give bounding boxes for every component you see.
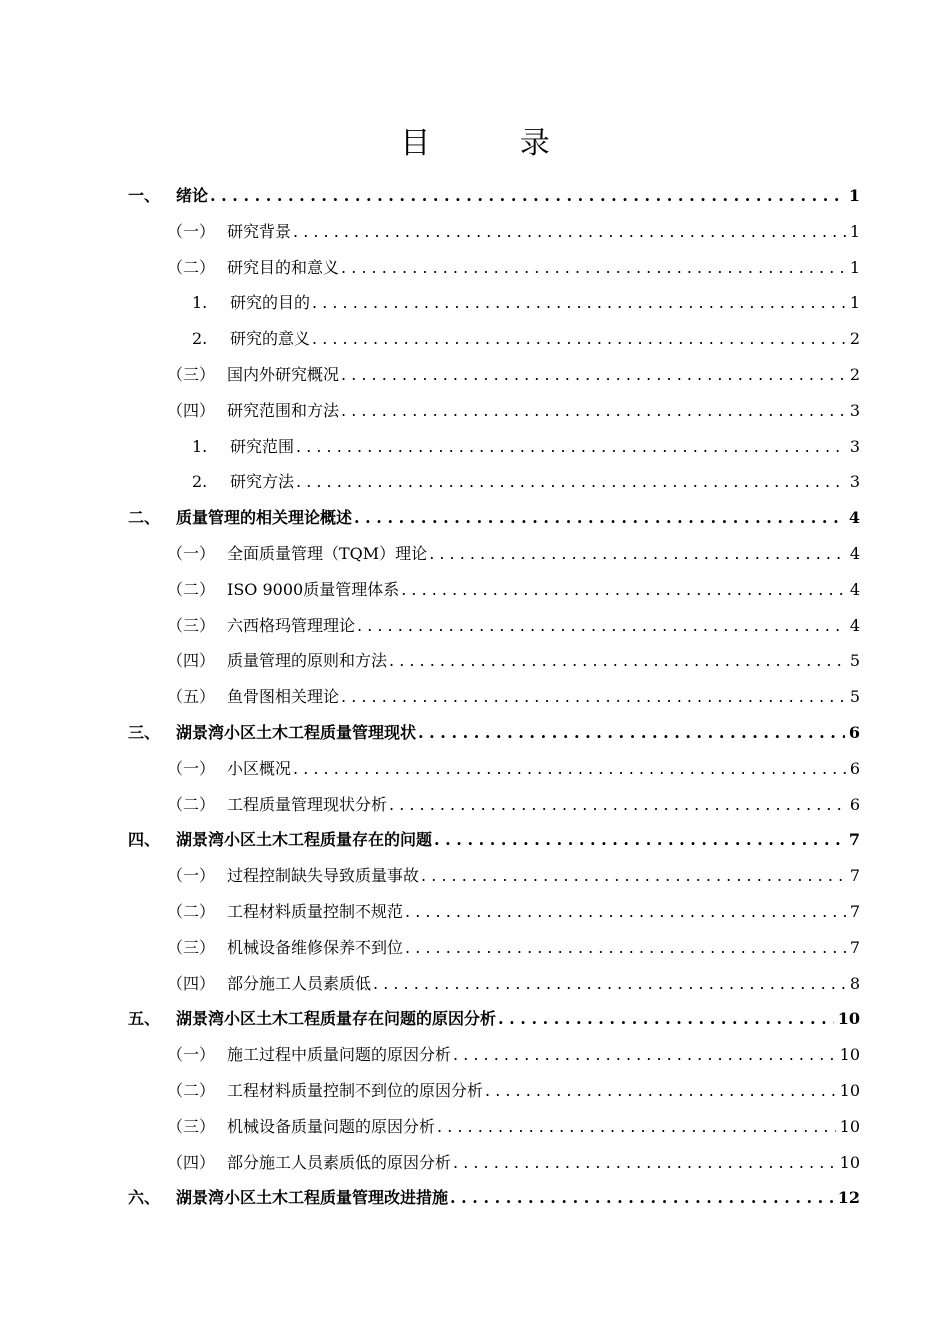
toc-entry-number: 2.	[192, 472, 208, 492]
toc-entry-title: 工程质量管理现状分析	[227, 794, 388, 814]
toc-entry-page: 6	[849, 794, 860, 814]
toc-dot-leader	[312, 329, 846, 348]
toc-dot-leader	[453, 1153, 836, 1172]
toc-entry[interactable]	[0, 255, 860, 291]
toc-entry-number: （四）	[167, 973, 216, 993]
toc-entry-number: 1.	[192, 436, 208, 456]
toc-entry-title: 六西格玛管理理论	[227, 615, 356, 635]
toc-entry[interactable]	[0, 577, 860, 613]
toc-entry-title: 研究目的和意义	[227, 257, 340, 277]
toc-entry-page: 4	[848, 508, 860, 528]
toc-entry-title: 施工过程中质量问题的原因分析	[227, 1045, 452, 1065]
toc-entry-number: 五、	[128, 1009, 161, 1029]
toc-entry-title: 研究方法	[230, 472, 295, 492]
toc-dot-leader	[312, 293, 846, 312]
toc-entry-title: 小区概况	[227, 758, 292, 778]
toc-entry-page: 4	[849, 544, 860, 563]
toc-entry-number: （三）	[167, 1116, 216, 1136]
toc-entry-page: 4	[849, 579, 860, 599]
toc-entry-number: 一、	[128, 186, 161, 205]
toc-entry-page: 1	[848, 186, 860, 205]
toc-entry-number: （四）	[167, 651, 216, 671]
toc-entry-number: （三）	[167, 937, 216, 957]
toc-entry-page: 10	[839, 1152, 860, 1172]
toc-entry-title: 研究背景	[227, 221, 292, 241]
toc-entry-title: 研究范围	[230, 436, 295, 456]
toc-entry[interactable]	[0, 183, 860, 219]
toc-entry-number: （二）	[167, 579, 216, 599]
toc-entry-title: 质量管理的相关理论概述	[176, 508, 353, 528]
toc-entry-number: （二）	[167, 257, 216, 277]
toc-dot-leader	[434, 830, 845, 849]
toc-entry[interactable]	[0, 935, 860, 971]
toc-entry-title: 研究的意义	[230, 329, 311, 349]
toc-dot-leader	[437, 1117, 836, 1136]
toc-dot-leader	[389, 795, 846, 814]
toc-entry-page: 10	[839, 1081, 860, 1100]
toc-entry-page: 3	[849, 436, 860, 456]
toc-entry-number: （四）	[167, 400, 216, 420]
toc-entry-title: 湖景湾小区土木工程质量存在问题的原因分析	[176, 1009, 497, 1029]
toc-entry-page: 6	[849, 758, 860, 778]
toc-dot-leader	[418, 723, 845, 742]
toc-dot-leader	[296, 437, 846, 456]
toc-entry-number: （三）	[167, 615, 216, 635]
toc-entry-title: 机械设备质量问题的原因分析	[227, 1116, 436, 1136]
toc-entry[interactable]	[0, 219, 860, 255]
toc-entry[interactable]	[0, 756, 860, 792]
toc-entry-title: 部分施工人员素质低	[227, 973, 372, 993]
toc-entry-number: 2.	[192, 329, 208, 349]
toc-entry-number: （五）	[167, 687, 216, 707]
toc-entry-number: （二）	[167, 902, 216, 921]
toc-entry[interactable]	[0, 1185, 860, 1221]
toc-entry[interactable]	[0, 541, 860, 577]
toc-entry-page: 1	[849, 257, 860, 277]
toc-dot-leader	[453, 1045, 836, 1064]
toc-dot-leader	[341, 687, 846, 706]
toc-dot-leader	[485, 1081, 836, 1100]
toc-dot-leader	[429, 544, 846, 563]
toc-entry-title: 鱼骨图相关理论	[227, 687, 340, 707]
toc-entry-title: 湖景湾小区土木工程质量管理现状	[176, 723, 417, 742]
toc-entry-number: （二）	[167, 794, 216, 814]
toc-entry-title: 国内外研究概况	[227, 365, 340, 384]
toc-dot-leader	[401, 580, 846, 599]
toc-entry-title: 研究的目的	[230, 293, 311, 313]
toc-dot-leader	[210, 186, 845, 205]
toc-entry-page: 6	[848, 723, 860, 742]
toc-dot-leader	[341, 401, 846, 420]
toc-entry-number: 1.	[192, 293, 208, 313]
toc-entry[interactable]	[0, 1042, 860, 1078]
toc-entry-number: 三、	[128, 723, 161, 742]
toc-entry-page: 5	[849, 687, 860, 707]
toc-dot-leader	[293, 222, 846, 241]
toc-entry[interactable]	[0, 326, 860, 362]
toc-entry[interactable]	[0, 684, 860, 720]
toc-entry[interactable]	[0, 362, 860, 398]
toc-entry[interactable]	[0, 971, 860, 1007]
toc-entry-title: 过程控制缺失导致质量事故	[227, 866, 420, 886]
toc-entry[interactable]	[0, 505, 860, 541]
toc-dot-leader	[341, 365, 846, 384]
toc-entry-page: 1	[849, 293, 860, 313]
toc-entry[interactable]	[0, 720, 860, 756]
toc-entry-title: 湖景湾小区土木工程质量存在的问题	[176, 830, 433, 850]
toc-entry-number: （一）	[167, 544, 216, 563]
toc-entry-title: 工程材料质量控制不到位的原因分析	[227, 1081, 484, 1100]
toc-entry-title: 绪论	[176, 186, 209, 205]
toc-entry-title: 研究范围和方法	[227, 400, 340, 420]
toc-entry-number: （一）	[167, 866, 216, 886]
toc-entry-page: 7	[849, 866, 860, 886]
toc-entry[interactable]	[0, 613, 860, 649]
toc-entry[interactable]	[0, 1150, 860, 1186]
toc-entry-number: （二）	[167, 1081, 216, 1100]
toc-entry[interactable]	[0, 290, 860, 326]
toc-entry[interactable]	[0, 648, 860, 684]
toc-entry-title: ISO 9000质量管理体系	[227, 579, 400, 599]
toc-entry-title: 湖景湾小区土木工程质量管理改进措施	[176, 1188, 449, 1208]
toc-dot-leader	[341, 258, 846, 277]
toc-dot-leader	[373, 974, 846, 993]
toc-dot-leader	[389, 651, 846, 670]
toc-dot-leader	[405, 938, 846, 957]
toc-entry[interactable]	[0, 1078, 860, 1114]
toc-entry-number: （四）	[167, 1152, 216, 1172]
toc-entry-number: 六、	[128, 1188, 161, 1208]
toc-entry[interactable]	[0, 899, 860, 935]
toc-entry-number: （一）	[167, 758, 216, 778]
toc-entry[interactable]	[0, 863, 860, 899]
toc-entry-page: 2	[849, 365, 860, 384]
toc-entry-title: 机械设备维修保养不到位	[227, 937, 404, 957]
toc-entry[interactable]	[0, 398, 860, 434]
toc-entry-page: 7	[848, 830, 860, 850]
toc-dot-leader	[405, 902, 846, 921]
toc-entry-page: 10	[839, 1045, 860, 1065]
toc-entry[interactable]	[0, 1114, 860, 1150]
toc-entry[interactable]	[0, 792, 860, 828]
toc-entry-page: 10	[837, 1009, 860, 1029]
toc-entry-page: 4	[849, 615, 860, 635]
toc-entry[interactable]	[0, 434, 860, 470]
toc-dot-leader	[357, 616, 846, 635]
toc-dot-leader	[421, 866, 846, 885]
toc-entry-page: 12	[837, 1188, 860, 1208]
toc-dot-leader	[450, 1188, 834, 1207]
toc-entry-page: 5	[849, 651, 860, 671]
toc-entry-title: 部分施工人员素质低的原因分析	[227, 1152, 452, 1172]
toc-entry-page: 3	[849, 472, 860, 492]
toc-entry-page: 7	[849, 937, 860, 957]
toc-dot-leader	[296, 472, 846, 491]
toc-entry-page: 7	[849, 902, 860, 921]
toc-entry-number: （一）	[167, 221, 216, 241]
toc-entry-page: 1	[849, 221, 860, 241]
toc-entry-number: 四、	[128, 830, 161, 850]
toc-entry-title: 质量管理的原则和方法	[227, 651, 388, 671]
toc-entry[interactable]	[0, 469, 860, 505]
toc-entry-number: 二、	[128, 508, 161, 528]
toc-entry-title: 全面质量管理（TQM）理论	[227, 544, 428, 563]
toc-entry-number: （一）	[167, 1045, 216, 1065]
toc-entry-title: 工程材料质量控制不规范	[227, 902, 404, 921]
toc-title: 目 录	[400, 126, 590, 161]
toc-entry-page: 2	[849, 329, 860, 349]
toc-entry-number: （三）	[167, 365, 216, 384]
toc-dot-leader	[354, 508, 845, 527]
toc-entry[interactable]	[0, 827, 860, 863]
toc-dot-leader	[498, 1009, 834, 1028]
toc-entry-page: 8	[849, 973, 860, 993]
toc-entry-page: 3	[849, 400, 860, 420]
toc-dot-leader	[293, 759, 846, 778]
toc-entry-page: 10	[839, 1116, 860, 1136]
toc-entry[interactable]	[0, 1006, 860, 1042]
